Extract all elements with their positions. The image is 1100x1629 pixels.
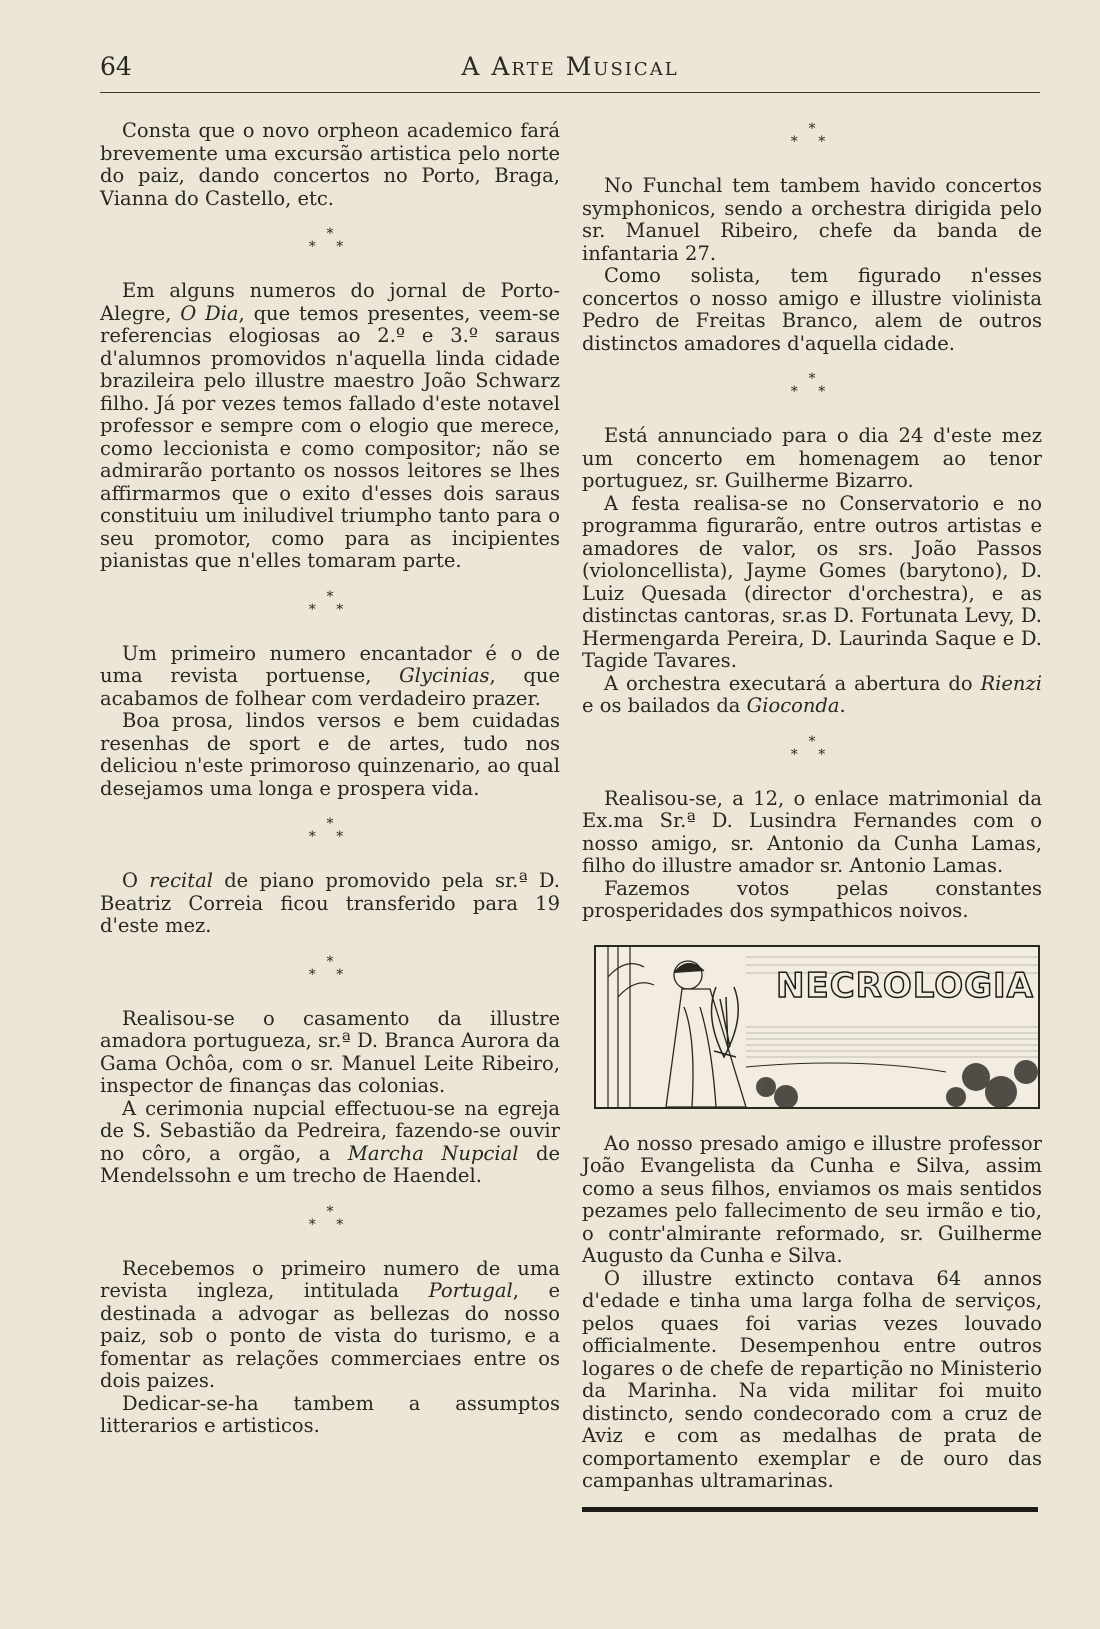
asterism-separator: * * * bbox=[790, 121, 834, 150]
news-glycinias-cont: Boa prosa, lindos versos e bem cuidadas resenhas de sport e de artes, tudo nos deliciou n'este primoroso quinzenario, ao qual desejamos uma longa e prospera vida. bbox=[100, 709, 560, 800]
news-revista-ingleza: Recebemos o primeiro numero de uma revista ingleza, intitulada Portugal, e destinada a advogar as bellezas do nosso paiz, sob o ponto de vista do turismo, e a fomentar as relações commerciaes entre os dois paizes. bbox=[100, 1256, 560, 1392]
news-festa-conservatorio: A festa realisa-se no Conservatorio e no programma figurarão, entre outros artistas e amadores de valor, os srs. João Passos (violoncellista), Jayme Gomes (barytono), D. Luiz Quesada (director d'orchestra), e as distinctas cantoras, sr.as D. Fortunata Levy, D. Hermengarda Pereira, D. Laurinda Saque e D. Tagide Tavares. bbox=[582, 491, 1042, 672]
newspaper-title: O Dia bbox=[180, 301, 239, 325]
magazine-title: Portugal bbox=[428, 1279, 513, 1302]
asterism-separator: * * * bbox=[308, 953, 352, 983]
news-funchal-solista: Como solista, tem figurado n'esses concertos o nosso amigo e illustre violinista Pedro de Freitas Branco, alem de outros distinctos amadores d'aquella cidade. bbox=[582, 264, 1042, 355]
news-funchal: No Funchal tem tambem havido concertos symphonicos, sendo a orchestra dirigida pelo sr. Manuel Ribeiro, chefe da banda de infantaria 27. bbox=[582, 174, 1042, 265]
asterism-separator: * * * bbox=[308, 816, 352, 845]
necrologia-banner bbox=[594, 945, 1040, 1109]
news-casamento: Realisou-se o casamento da illustre amadora portugueza, sr.ª D. Branca Aurora da Gama Ochôa, com o sr. Manuel Leite Ribeiro, inspector de finanças das colonias. bbox=[100, 1006, 560, 1097]
asterism-separator: * * * bbox=[308, 226, 352, 255]
news-enlace: Realisou-se, a 12, o enlace matrimonial da Ex.ma Sr.ª D. Lusindra Fernandes com o nosso amigo, sr. Antonio da Cunha Lamas, filho do illustre amador sr. Antonio Lamas. bbox=[582, 786, 1042, 877]
asterism-separator: * * * bbox=[790, 733, 834, 763]
news-votos: Fazemos votos pelas constantes prosperidades dos sympathicos noivos. bbox=[582, 876, 1042, 922]
end-rule bbox=[582, 1507, 1038, 1512]
news-orpheon: Consta que o novo orpheon academico fará brevemente uma excursão artistica pelo norte do paiz, dando concertos no Porto, Braga, Vianna do Castello, etc. bbox=[100, 119, 560, 210]
magazine-title: Glycinias bbox=[399, 664, 490, 687]
asterism-separator: * * * bbox=[790, 371, 834, 400]
page-number: 64 bbox=[100, 52, 132, 81]
news-glycinias: Um primeiro numero encantador é o de uma revista portuense, Glycinias, que acabamos de folhear com verdadeiro prazer. bbox=[100, 641, 560, 710]
news-porto-alegre: Em alguns numeros do jornal de Porto-Alegre, O Dia, que temos presentes, veem-se referencias elogiosas ao 2.º e 3.º saraus d'alumnos promovidos n'aquella linda cidade brazileira pelo illustre maestro João Schwarz filho. Já por vezes temos fallado d'este notavel professor e sempre com o elogio que merece, como leccionista e como compositor; não se admirarão portanto os nossos leitores se lhes affirmarmos que o exito d'esses dois saraus constituiu um iniludivel triumpho tanto para o seu promotor, como para as incipientes pianistas que n'elles tomaram parte. bbox=[100, 279, 560, 572]
opera-title: Gioconda bbox=[746, 694, 840, 717]
news-revista-ingleza-cont: Dedicar-se-ha tambem a assumptos litterarios e artisticos. bbox=[100, 1391, 560, 1437]
left-column bbox=[100, 120, 560, 1438]
necrologia-heading: NECROLOGIA bbox=[776, 965, 1034, 1006]
obituary-servicos: O illustre extincto contava 64 annos d'edade e tinha uma larga folha de serviços, pelos quaes foi varias vezes louvado officialmente. Desempenhou entre outros logares o de chefe de repartição no Ministerio da Marinha. Na vida militar foi muito distincto, sendo condecorado com a cruz de Aviz e com as medalhas de prata de comportamento exemplar e de ouro das campanhas ultramarinas. bbox=[582, 1266, 1042, 1492]
news-recital: O recital de piano promovido pela sr.ª D. Beatriz Correia ficou transferido para 19 d'este mez. bbox=[100, 869, 561, 937]
news-cerimonia: A cerimonia nupcial effectuou-se na egreja de S. Sebastião da Pedreira, fazendo-se ouvir no côro, a orgão, a Marcha Nupcial de Mendelssohn e um trecho de Haendel. bbox=[100, 1096, 560, 1187]
work-title: Marcha Nupcial bbox=[347, 1141, 519, 1165]
obituary-pezames: Ao nosso presado amigo e illustre professor João Evangelista da Cunha e Silva, assim como a seus filhos, enviamos os mais sentidos pezames pelo fallecimento de seu irmão e tio, o contr'almirante reformado, sr. Guilherme Augusto da Cunha e Silva. bbox=[582, 1131, 1042, 1267]
header-rule bbox=[100, 92, 1040, 93]
right-column bbox=[582, 121, 1042, 1512]
page-header bbox=[100, 52, 1040, 88]
news-concerto-bizarro: Está annunciado para o dia 24 d'este mez um concerto em homenagem ao tenor portuguez, sr. Guilherme Bizarro. bbox=[582, 424, 1042, 492]
asterism-separator: * * * bbox=[308, 1203, 352, 1233]
journal-title: A Arte Musical bbox=[461, 52, 679, 81]
asterism-separator: * * * bbox=[308, 588, 352, 618]
news-orchestra: A orchestra executará a abertura do Rienzi e os bailados da Gioconda. bbox=[582, 671, 1042, 717]
opera-title: Rienzi bbox=[980, 671, 1042, 695]
